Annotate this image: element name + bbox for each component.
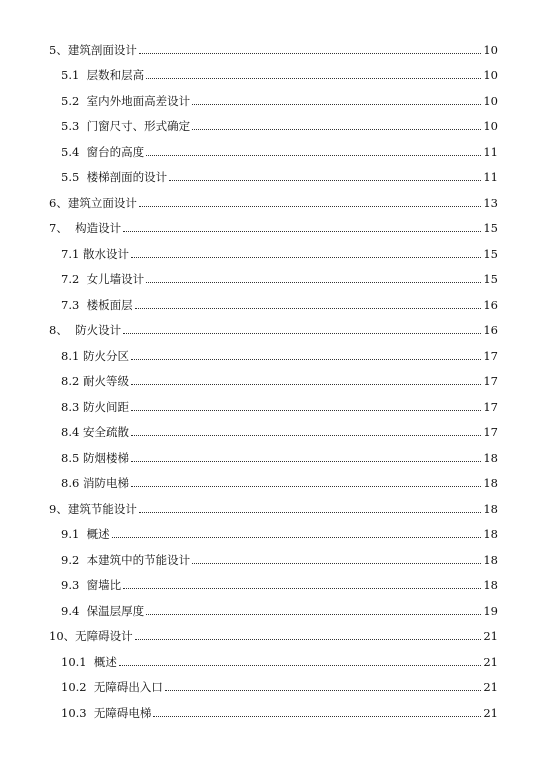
toc-entry[interactable] — [0, 567, 543, 593]
toc-entry-title: 10、无障碍设计 — [49, 629, 133, 643]
toc-entry-page-number: 17 — [483, 399, 498, 414]
toc-entry-page-number: 15 — [483, 221, 498, 235]
toc-entry-title: 9.3 窗墙比 — [61, 578, 122, 592]
toc-entry-title: 6、建筑立面设计 — [49, 195, 137, 210]
toc-entry-title: 8、 防火设计 — [49, 323, 122, 337]
toc-entry-title: 7.2 女儿墙设计 — [61, 272, 145, 286]
toc-dot-leader — [169, 179, 481, 181]
toc-entry-title: 10.1 概述 — [61, 654, 117, 669]
toc-dot-leader — [135, 307, 482, 309]
toc-entry-title: 8.6 消防电梯 — [61, 476, 129, 490]
toc-entry-page-number: 18 — [483, 450, 498, 465]
toc-entry-page-number: 21 — [483, 680, 498, 694]
toc-dot-leader — [131, 358, 481, 360]
toc-dot-leader — [135, 638, 482, 640]
toc-dot-leader — [165, 689, 481, 691]
toc-entry[interactable] — [0, 312, 543, 338]
toc-entry-title: 9.1 概述 — [61, 527, 110, 541]
toc-entry-title: 5.4 窗台的高度 — [61, 144, 145, 159]
toc-entry-page-number: 15 — [483, 246, 498, 261]
toc-dot-leader — [131, 256, 481, 258]
toc-entry-page-number: 17 — [483, 348, 498, 363]
toc-entry-title: 8.4 安全疏散 — [61, 425, 129, 439]
toc-entry-page-number: 19 — [483, 603, 498, 618]
toc-entry-title: 9.4 保温层厚度 — [61, 603, 145, 618]
toc-entry-page-number: 10 — [483, 119, 498, 133]
toc-dot-leader — [139, 511, 482, 513]
toc-dot-leader — [119, 664, 481, 666]
toc-entry-title: 5.2 室内外地面高差设计 — [61, 93, 191, 108]
toc-entry-page-number: 18 — [483, 501, 498, 516]
toc-dot-leader — [146, 281, 481, 283]
toc-entry[interactable] — [0, 490, 543, 516]
toc-dot-leader — [192, 562, 481, 564]
toc-dot-leader — [192, 103, 481, 105]
toc-entry-page-number: 17 — [483, 425, 498, 439]
toc-entry[interactable] — [0, 108, 543, 134]
toc-entry[interactable] — [0, 82, 543, 108]
toc-entry[interactable] — [0, 643, 543, 669]
toc-entry[interactable] — [0, 541, 543, 567]
toc-entry[interactable] — [0, 235, 543, 261]
toc-entry[interactable] — [0, 159, 543, 185]
toc-entry-title: 7.1 散水设计 — [61, 246, 129, 261]
toc-entry[interactable] — [0, 669, 543, 695]
toc-entry-title: 5.3 门窗尺寸、形式确定 — [61, 119, 191, 133]
toc-entry-title: 7、 构造设计 — [49, 221, 122, 235]
toc-entry[interactable] — [0, 210, 543, 236]
toc-dot-leader — [131, 383, 481, 385]
toc-entry-page-number: 10 — [483, 68, 498, 82]
toc-entry-page-number: 18 — [483, 552, 498, 567]
toc-entry-page-number: 11 — [483, 144, 498, 159]
toc-entry[interactable] — [0, 465, 543, 491]
toc-entry-page-number: 10 — [483, 42, 498, 57]
toc-dot-leader — [131, 434, 481, 436]
toc-entry-title: 5.5 楼梯剖面的设计 — [61, 170, 168, 184]
toc-entry-title: 10.2 无障碍出入口 — [61, 680, 163, 694]
toc-entry-title: 7.3 楼板面层 — [61, 297, 133, 312]
toc-entry-title: 8.5 防烟楼梯 — [61, 450, 129, 465]
table-of-contents — [0, 31, 543, 720]
toc-entry-page-number: 11 — [483, 170, 498, 184]
toc-entry[interactable] — [0, 286, 543, 312]
toc-dot-leader — [146, 154, 481, 156]
toc-dot-leader — [192, 128, 481, 130]
toc-dot-leader — [146, 613, 481, 615]
toc-entry-title: 8.2 耐火等级 — [61, 374, 129, 388]
toc-entry-page-number: 10 — [483, 93, 498, 108]
toc-entry[interactable] — [0, 414, 543, 440]
toc-dot-leader — [139, 205, 482, 207]
toc-entry-page-number: 18 — [483, 527, 498, 541]
toc-entry[interactable] — [0, 388, 543, 414]
toc-entry-page-number: 21 — [483, 629, 498, 643]
toc-entry[interactable] — [0, 439, 543, 465]
toc-entry[interactable] — [0, 133, 543, 159]
toc-dot-leader — [139, 52, 482, 54]
toc-dot-leader — [131, 485, 481, 487]
toc-entry-title: 5、建筑剖面设计 — [49, 42, 137, 57]
toc-dot-leader — [146, 77, 481, 79]
toc-entry[interactable] — [0, 694, 543, 720]
toc-dot-leader — [123, 332, 481, 334]
toc-dot-leader — [131, 460, 481, 462]
toc-dot-leader — [153, 715, 481, 717]
toc-entry[interactable] — [0, 516, 543, 542]
toc-entry-title: 8.3 防火间距 — [61, 399, 129, 414]
toc-dot-leader — [123, 587, 481, 589]
toc-entry-page-number: 15 — [483, 272, 498, 286]
toc-entry-page-number: 16 — [483, 323, 498, 337]
toc-entry-page-number: 13 — [483, 195, 498, 210]
toc-entry[interactable] — [0, 261, 543, 287]
toc-entry-title: 9、建筑节能设计 — [49, 501, 137, 516]
toc-entry-page-number: 18 — [483, 476, 498, 490]
toc-entry-title: 8.1 防火分区 — [61, 348, 129, 363]
toc-entry-title: 5.1 层数和层高 — [61, 68, 145, 82]
toc-entry[interactable] — [0, 184, 543, 210]
toc-entry-title: 9.2 本建筑中的节能设计 — [61, 552, 191, 567]
toc-entry[interactable] — [0, 57, 543, 83]
toc-entry[interactable] — [0, 31, 543, 57]
toc-entry-page-number: 21 — [483, 705, 498, 720]
toc-entry-page-number: 17 — [483, 374, 498, 388]
toc-entry-page-number: 21 — [483, 654, 498, 669]
toc-entry[interactable] — [0, 618, 543, 644]
toc-entry[interactable] — [0, 337, 543, 363]
toc-dot-leader — [123, 230, 481, 232]
toc-entry[interactable] — [0, 363, 543, 389]
toc-entry-title: 10.3 无障碍电梯 — [61, 705, 152, 720]
toc-dot-leader — [131, 409, 481, 411]
toc-entry[interactable] — [0, 592, 543, 618]
toc-entry-page-number: 18 — [483, 578, 498, 592]
toc-dot-leader — [112, 536, 482, 538]
toc-entry-page-number: 16 — [483, 297, 498, 312]
